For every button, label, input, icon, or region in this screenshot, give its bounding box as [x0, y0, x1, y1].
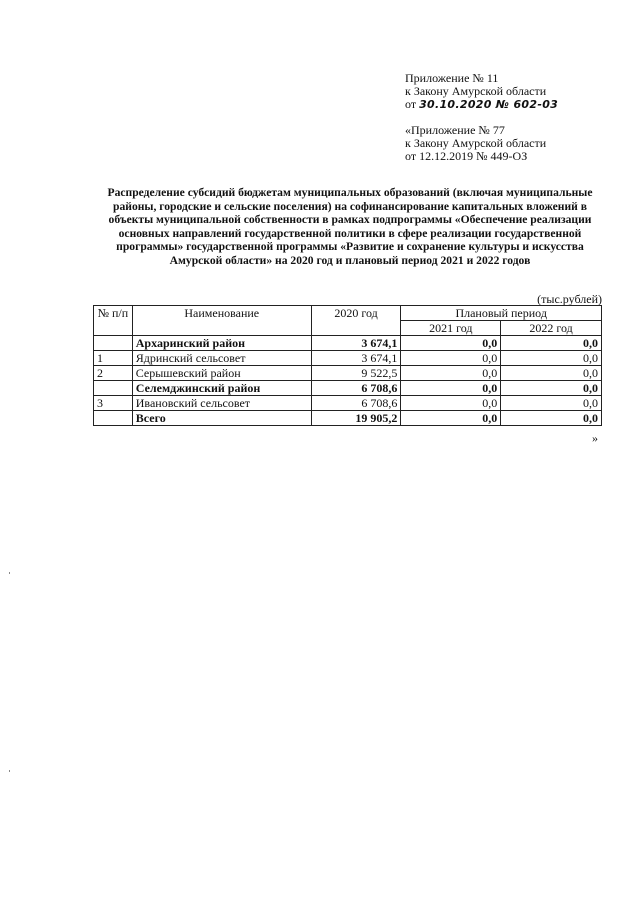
row-name: Серышевский район [132, 366, 311, 381]
row-no: 2 [94, 366, 133, 381]
row-2021: 0,0 [401, 351, 501, 366]
row-name: Ядринский сельсовет [132, 351, 311, 366]
annex-11-date-prefix: от [405, 97, 417, 111]
annex-77-line2: к Закону Амурской области [405, 136, 547, 150]
header-2022: 2022 год [501, 321, 602, 336]
table-row [94, 336, 602, 351]
scan-speck [9, 770, 10, 772]
table-row [94, 381, 602, 396]
row-name: Всего [132, 411, 311, 426]
annex-11-line2: к Закону Амурской области [405, 84, 547, 98]
table-row [94, 396, 602, 411]
row-2020: 19 905,2 [311, 411, 401, 426]
closing-quote: » [592, 431, 598, 445]
header-name: Наименование [132, 306, 311, 336]
row-2022: 0,0 [501, 351, 602, 366]
subsidy-table [93, 305, 602, 426]
row-2022: 0,0 [501, 396, 602, 411]
row-name: Архаринский район [132, 336, 311, 351]
row-no [94, 411, 133, 426]
scan-speck [9, 572, 10, 574]
header-planned-period: Плановый период [401, 306, 602, 321]
annex-11-line3 [405, 98, 625, 111]
header-2021: 2021 год [401, 321, 501, 336]
header-2020: 2020 год [311, 306, 401, 336]
row-2021: 0,0 [401, 336, 501, 351]
row-no: 3 [94, 396, 133, 411]
row-2020: 3 674,1 [311, 351, 401, 366]
units-label: (тыс.рублей) [537, 292, 602, 306]
row-name: Ивановский сельсовет [132, 396, 311, 411]
row-2020: 3 674,1 [311, 336, 401, 351]
annex-77-line3: от 12.12.2019 № 449-ОЗ [405, 149, 528, 163]
row-2020: 6 708,6 [311, 381, 401, 396]
table-row [94, 366, 602, 381]
annex-77-line1: «Приложение № 77 [405, 123, 505, 137]
document-title: Распределение субсидий бюджетам муниципальных образований (включая муниципальные районы, городские и сельские поселения) на софинансирование капитальных вложений в объекты муниципальной собственности в рамках подпрограммы «Обеспечение реализации основных направлений государственной политики в сфере реализации государственной программы» государственной программы «Развитие и сохранение культуры и искусства Амурской области» на 2020 год и плановый период 2021 и 2022 годов [107, 186, 593, 267]
handwritten-date-number: 30.10.2020 № 602-03 [419, 98, 559, 111]
row-2022: 0,0 [501, 411, 602, 426]
row-2022: 0,0 [501, 366, 602, 381]
row-no [94, 381, 133, 396]
row-2020: 9 522,5 [311, 366, 401, 381]
row-no [94, 336, 133, 351]
row-2021: 0,0 [401, 366, 501, 381]
annex-11-header [405, 72, 625, 111]
row-name: Селемджинский район [132, 381, 311, 396]
annex-77-header [405, 124, 625, 163]
annex-11-line1: Приложение № 11 [405, 71, 499, 85]
table-row-total [94, 411, 602, 426]
row-2021: 0,0 [401, 411, 501, 426]
row-2022: 0,0 [501, 336, 602, 351]
row-2021: 0,0 [401, 396, 501, 411]
row-2022: 0,0 [501, 381, 602, 396]
row-2021: 0,0 [401, 381, 501, 396]
row-no: 1 [94, 351, 133, 366]
header-no: № п/п [94, 306, 133, 336]
table-row [94, 351, 602, 366]
row-2020: 6 708,6 [311, 396, 401, 411]
